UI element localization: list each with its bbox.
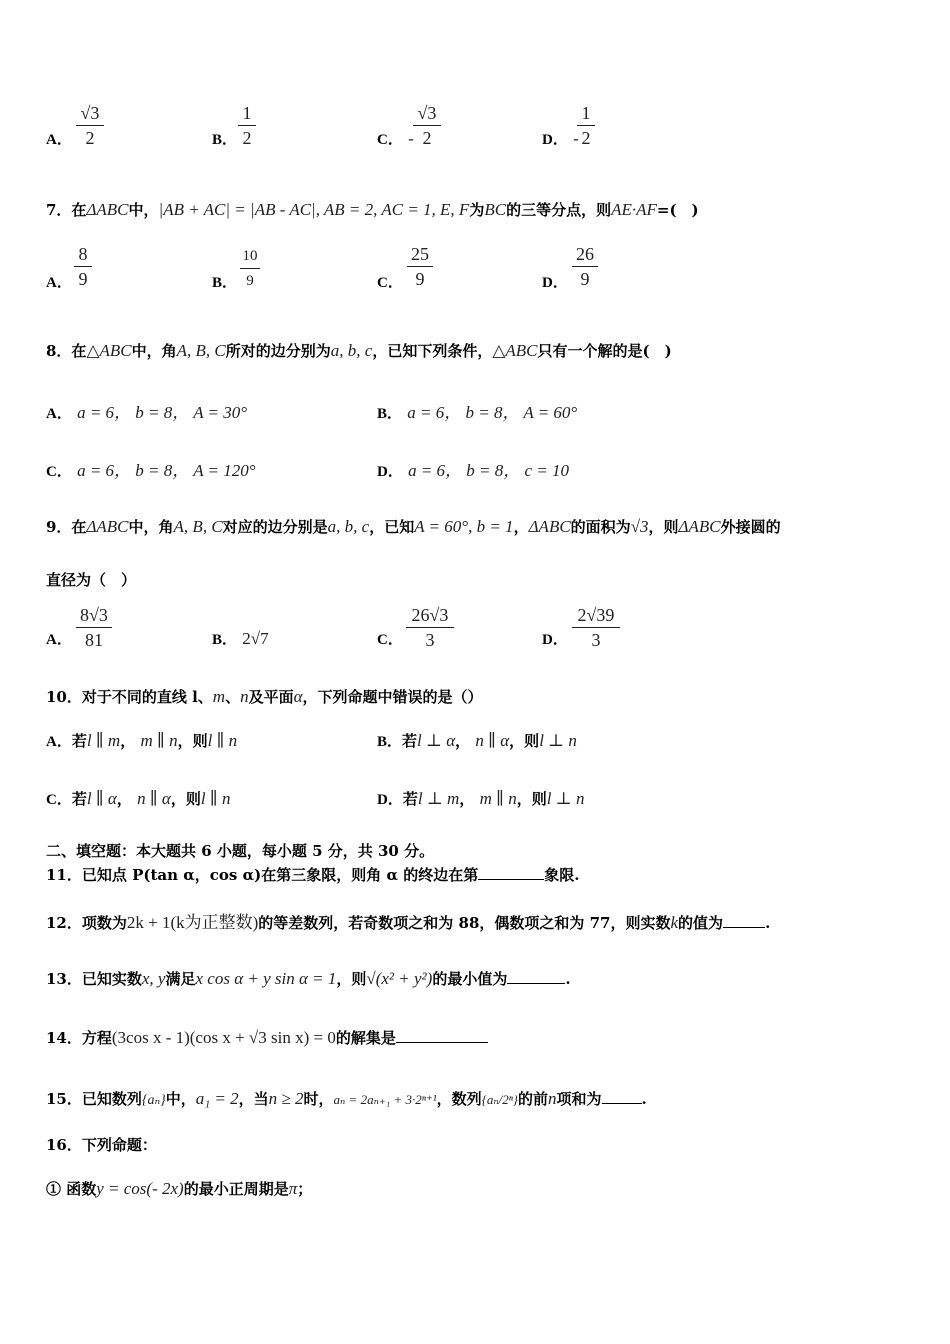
denominator: 9 [580,269,590,289]
text: ① 函数 [46,1180,97,1198]
text: ， [513,518,529,536]
math: ΔABC [86,200,129,219]
option-label: B． [377,406,403,422]
text: =( ) [656,201,699,219]
math: k [670,913,679,932]
answer-blank[interactable] [602,1103,642,1104]
text: ，已知下列条件， [372,342,493,360]
math: BC [484,200,507,219]
q8-option-d[interactable] [377,456,569,481]
math: n ∥ α [137,789,171,808]
q8-number: 8．在 [46,342,87,360]
text: 时， [303,1090,334,1108]
text: . [565,970,571,988]
q10-option-d[interactable]: D．若l ⊥ m， m ∥ n，则l ⊥ n [377,789,585,808]
math: ΔABC [86,517,129,536]
minus-sign: - [408,129,414,148]
numerator: 2√39 [577,605,615,625]
q11 [46,864,579,885]
math: m ∥ n [140,731,178,750]
option-label: A． [46,632,72,648]
text: 的三等分点，则 [506,201,612,219]
numerator: 8√3 [80,605,108,625]
option-math: a = 6， b = 8， A = 120° [77,461,256,480]
math: √3 [630,517,649,536]
q15 [46,1088,647,1109]
math: x cos α + y sin α = 1 [195,969,337,988]
text: ，下列命题中错误的是（） [302,688,483,706]
denominator: 3 [591,630,601,650]
q9-d-fraction [572,604,620,651]
q6-c-fraction [413,102,441,149]
math: △ABC [86,341,132,360]
math: a, b, c [327,517,370,536]
text: ，则 [509,732,540,750]
math: α [293,687,303,706]
option-label: A．若 [46,734,87,750]
math: l ∥ n [207,731,238,750]
option-label: C． [377,275,403,291]
q8-option-b[interactable] [377,398,577,423]
q7-option-c[interactable] [377,271,403,292]
answer-blank[interactable] [478,879,544,880]
q9-option-a[interactable] [46,628,72,649]
text: 15．已知数列 [46,1090,142,1108]
text: 及平面 [248,688,294,706]
q7-d-fraction [572,243,598,290]
text: 象限. [544,866,580,884]
math: n [240,687,249,706]
text: 所对的边分别为 [225,342,331,360]
q6-option-c[interactable] [377,128,414,149]
math: A, B, C [173,517,223,536]
text: ，则 [177,732,208,750]
option-label: D． [542,132,568,148]
q7-stem [46,199,699,220]
q8-option-c[interactable] [46,456,256,481]
q10-option-b[interactable]: B．若l ⊥ α， n ∥ α，则l ⊥ n [377,731,577,750]
option-label: A． [46,406,72,422]
q6-option-a[interactable] [46,128,72,149]
option-label: C． [46,464,72,480]
denominator: 2 [581,128,591,148]
math: a₁ = 2 [195,1089,239,1108]
math: y = cos(- 2x) [96,1179,184,1198]
denominator: 9 [78,269,88,289]
text: ，则 [170,790,201,808]
q14 [46,1027,488,1048]
text: . [765,914,771,932]
math: n ∥ α [475,731,510,750]
text: 12．项数为 [46,914,127,932]
math: {aₙ/2ⁿ} [481,1092,518,1107]
denominator: 9 [246,273,254,289]
math: l ∥ m [86,731,121,750]
math: n ≥ 2 [268,1089,304,1108]
denominator: 9 [415,269,425,289]
math: 2k + 1(k为正整数) [126,913,259,932]
math: π [288,1179,298,1198]
text: 为 [469,201,485,219]
option-math: a = 6， b = 8， A = 60° [407,403,578,422]
q8-option-a[interactable] [46,398,247,423]
q7-number: 7．在 [46,201,87,219]
numerator: 1 [242,103,252,123]
option-label: B． [212,632,238,648]
numerator: √3 [417,103,437,123]
math: l ⊥ α [417,731,456,750]
text: 11．已知点 P(tan α，cos α)在第三象限，则角 α 的终边在第 [46,866,479,884]
option-math: 2√7 [242,629,269,648]
q9-a-fraction [76,604,112,651]
option-label: C． [377,632,403,648]
q7-a-fraction [74,243,92,290]
text: 、 [225,688,241,706]
text: ； [297,1180,313,1198]
text: 的最小值为 [432,970,508,988]
q10-option-a[interactable]: A．若l ∥ m， m ∥ n，则l ∥ n [46,731,238,750]
option-label: A． [46,132,72,148]
q16-stem: 16．下列命题： [46,1136,157,1154]
option-label: D．若 [377,792,418,808]
text: 中， [128,201,159,219]
math: {aₙ} [141,1093,166,1108]
math: l ⊥ m [417,789,460,808]
option-label: A． [46,275,72,291]
text: 的解集是 [335,1029,396,1047]
option-label: D． [542,275,568,291]
text: ，则 [648,518,679,536]
q12 [46,908,770,933]
option-math: a = 6， b = 8， c = 10 [408,461,570,480]
q10-stem [46,686,483,707]
q13 [46,968,571,989]
math: √(x² + y²) [366,969,433,988]
q9-stem-line2: 直径为（ ） [46,571,137,589]
q6-a-fraction [76,102,104,149]
math: a, b, c [330,341,373,360]
option-label: B． [212,132,238,148]
q8-stem [46,340,672,361]
numerator: 1 [581,103,591,123]
q9-option-b[interactable] [212,628,269,649]
q6-option-d[interactable] [542,128,579,149]
q10-option-c[interactable]: C．若l ∥ α， n ∥ α，则l ∥ n [46,789,231,808]
text: 的等差数列，若奇数项之和为 88，偶数项之和为 77，则实数 [258,914,671,932]
denominator: 2 [85,128,95,148]
answer-blank[interactable] [723,927,765,928]
q6-d-fraction [577,102,595,149]
text: 13．已知实数 [46,970,142,988]
answer-blank[interactable] [507,983,565,984]
math: l ⊥ n [539,731,577,750]
option-label: D． [377,464,403,480]
section-heading: 二、填空题：本大题共 6 小题，每小题 5 分，共 30 分。 [46,842,435,860]
denominator: 2 [242,128,252,148]
numerator: 10 [242,248,258,264]
q9-c-fraction [406,604,454,651]
math: ΔABC [678,517,721,536]
math: l ∥ n [200,789,231,808]
q7-option-b[interactable] [212,271,237,292]
text: 的值为 [678,914,724,932]
q9-option-c[interactable] [377,628,403,649]
minus-sign: - [573,129,579,148]
text: ，已知 [369,518,415,536]
text: 中，角 [128,518,174,536]
text: ，则 [516,790,547,808]
math: AE·AF [611,200,657,219]
q6-option-b[interactable] [212,128,237,149]
q16-item-1 [46,1178,312,1199]
denominator: 2 [422,128,432,148]
math: x, y [141,969,166,988]
q7-option-d[interactable] [542,271,568,292]
numerator: 8 [78,244,88,264]
q7-b-fraction [240,245,260,292]
math: m ∥ n [479,789,517,808]
option-label: D． [542,632,568,648]
answer-blank[interactable] [396,1042,488,1043]
text: . [641,1090,647,1108]
q7-c-fraction [407,243,433,290]
math: ΔABC [528,517,571,536]
text: 中，角 [131,342,177,360]
text: 外接圆的 [720,518,781,536]
text: ，数列 [436,1090,482,1108]
text: 项和为 [556,1090,602,1108]
text: 只有一个解的是( ) [537,342,672,360]
option-math: a = 6， b = 8， A = 30° [77,403,248,422]
text: 10．对于不同的直线 l、 [46,688,213,706]
math: A, B, C [176,341,226,360]
option-label: B． [212,275,238,291]
text: ，当 [238,1090,269,1108]
option-label: C．若 [46,792,87,808]
math: n [548,1089,557,1108]
q9-number: 9．在 [46,518,87,536]
text: 的前 [518,1090,549,1108]
math: m [212,687,226,706]
denominator: 81 [85,630,103,650]
option-label: B．若 [377,734,418,750]
q9-option-d[interactable] [542,628,568,649]
math: |AB + AC| = |AB - AC|, AB = 2, AC = 1, E, F [158,200,470,219]
text: 的面积为 [570,518,631,536]
text: 的最小正周期是 [183,1180,289,1198]
q6-b-fraction [238,102,256,149]
numerator: 26√3 [411,605,449,625]
math: l ⊥ n [546,789,585,808]
text: ，则 [336,970,367,988]
text: 14．方程 [46,1029,112,1047]
math: △ABC [492,341,538,360]
math: aₙ = 2aₙ₊₁ + 3·2ⁿ⁺¹ [333,1092,437,1107]
option-label: C． [377,132,403,148]
text: 中， [165,1090,196,1108]
q9-stem [46,516,781,537]
math: A = 60°, b = 1 [414,517,514,536]
text: 对应的边分别是 [222,518,328,536]
q7-option-a[interactable] [46,271,72,292]
text: 满足 [165,970,196,988]
numerator: √3 [80,103,100,123]
math: l ∥ α [86,789,117,808]
numerator: 26 [576,244,594,264]
denominator: 3 [425,630,435,650]
math: (3cos x - 1)(cos x + √3 sin x) = 0 [111,1028,336,1047]
numerator: 25 [411,244,429,264]
